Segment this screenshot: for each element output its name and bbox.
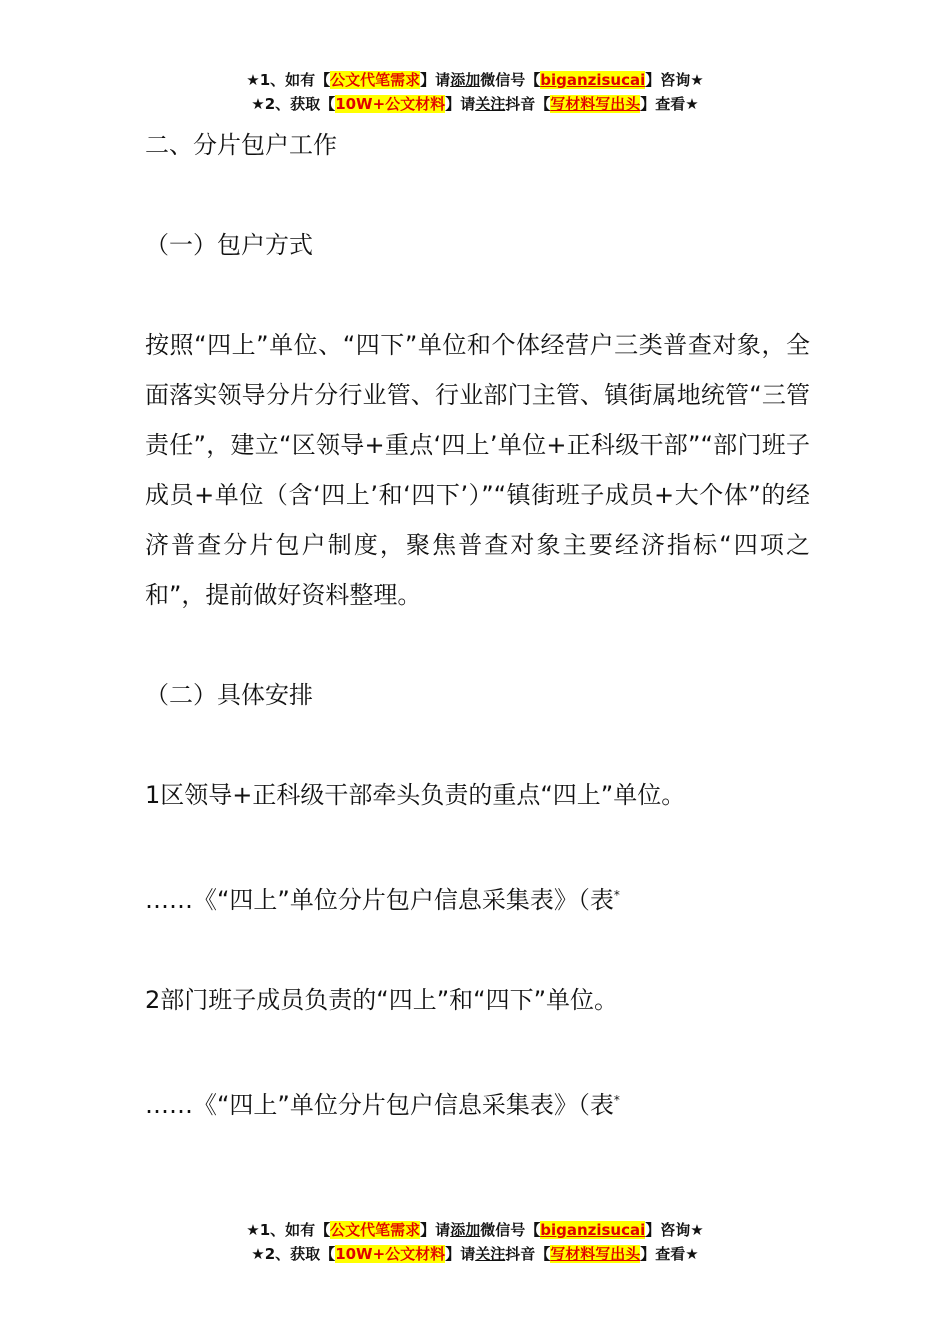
banner-douyin-id: 写材料写出头 xyxy=(550,95,641,113)
banner-text: 】咨询★ xyxy=(645,1221,704,1239)
reference-text: ……《“四上”单位分片包户信息采集表》（表 xyxy=(145,1091,614,1119)
banner-text: 】请 xyxy=(445,1245,476,1263)
subsection-heading-2: （二）具体安排 xyxy=(145,681,313,709)
list-item-1: 1区领导+正科级干部牵头负责的重点“四上”单位。 xyxy=(145,781,686,809)
banner-highlight: 10W+公文材料 xyxy=(335,95,446,113)
banner-text: ★2、获取【 xyxy=(251,95,336,113)
banner-text: 抖音【 xyxy=(505,95,551,113)
reference-mark: * xyxy=(613,888,620,902)
document-body xyxy=(145,120,810,1130)
banner-underline: 关注 xyxy=(475,95,506,113)
banner-line-1 xyxy=(0,68,950,92)
banner-underline: 关注 xyxy=(475,1245,506,1263)
banner-wechat-id: biganzisucai xyxy=(540,1221,646,1239)
banner-text: 】请 xyxy=(420,71,451,89)
table-reference-2 xyxy=(145,1075,810,1130)
banner-text: 】查看★ xyxy=(640,1245,699,1263)
banner-text: 】请 xyxy=(420,1221,451,1239)
header-banner xyxy=(0,68,950,116)
banner-douyin-id: 写材料写出头 xyxy=(550,1245,641,1263)
list-item-2: 2部门班子成员负责的“四上”和“四下”单位。 xyxy=(145,986,619,1014)
banner-wechat-id: biganzisucai xyxy=(540,71,646,89)
reference-mark: * xyxy=(613,1093,620,1107)
footer-banner xyxy=(0,1218,950,1266)
banner-highlight: 公文代笔需求 xyxy=(330,1221,421,1239)
paragraph-body: 按照“四上”单位、“四下”单位和个体经营户三类普查对象，全面落实领导分片分行业管、行业部门主管、镇街属地统管“三管责任”，建立“区领导+重点‘四上’单位+正科级干部”“部门班子成员+单位（含‘四上’和‘四下’）”“镇街班子成员+大个体”的经济普查分片包户制度，聚焦普查对象主要经济指标“四项之和”，提前做好资料整理。 xyxy=(145,331,810,609)
banner-highlight: 10W+公文材料 xyxy=(335,1245,446,1263)
banner-line-2 xyxy=(0,1242,950,1266)
banner-line-2 xyxy=(0,92,950,116)
section-heading: 二、分片包户工作 xyxy=(145,131,337,159)
banner-underline: 添加 xyxy=(450,1221,481,1239)
table-reference-1 xyxy=(145,870,810,925)
banner-text: ★1、如有【 xyxy=(246,1221,331,1239)
reference-text: ……《“四上”单位分片包户信息采集表》（表 xyxy=(145,886,614,914)
banner-text: 抖音【 xyxy=(505,1245,551,1263)
banner-text: 】查看★ xyxy=(640,95,699,113)
subsection-heading-1: （一）包户方式 xyxy=(145,231,313,259)
banner-underline: 添加 xyxy=(450,71,481,89)
banner-highlight: 公文代笔需求 xyxy=(330,71,421,89)
banner-text: ★1、如有【 xyxy=(246,71,331,89)
banner-text: 微信号【 xyxy=(480,71,541,89)
banner-text: 】请 xyxy=(445,95,476,113)
banner-text: ★2、获取【 xyxy=(251,1245,336,1263)
banner-line-1 xyxy=(0,1218,950,1242)
banner-text: 】咨询★ xyxy=(645,71,704,89)
banner-text: 微信号【 xyxy=(480,1221,541,1239)
